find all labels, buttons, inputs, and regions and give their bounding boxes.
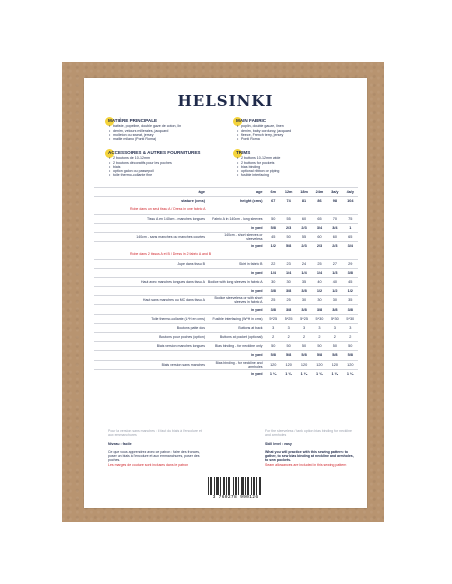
- row-value: 3/8: [332, 307, 338, 312]
- table-row: [94, 342, 358, 351]
- fr-main-item: • maille milano (Ponti Roma): [113, 137, 181, 141]
- fr-acc-item: • 2 boutons décoratifs pour les poches: [113, 161, 200, 165]
- barcode-bar: [259, 477, 260, 495]
- row-value: 120: [285, 362, 292, 367]
- row-fr-label: Jupe dans tissu B: [177, 261, 205, 266]
- row-value: 3/8: [316, 307, 323, 312]
- header-value: 74: [286, 199, 291, 204]
- row-fr-label: Boutons pour poches (option): [159, 335, 205, 340]
- row-en-label: in yard: [251, 307, 263, 312]
- row-value: 2: [302, 335, 306, 340]
- row-value: 5*30: [315, 316, 324, 321]
- row-value: 27: [332, 261, 337, 266]
- row-value: 3/8: [286, 307, 292, 312]
- row-fr-label: Tissu A en 140cm - manches longues: [146, 216, 205, 221]
- en-main-item: • poplin, double gauze, linen: [241, 124, 291, 128]
- header-value: 3a/y: [331, 190, 339, 195]
- fr-main-list: [108, 124, 181, 141]
- row-value: 1 ³⁄₈: [331, 371, 339, 376]
- row-value: 3: [287, 325, 290, 330]
- row-value: 30: [301, 298, 307, 303]
- barcode-bar: [217, 477, 218, 495]
- row-value: 60: [317, 235, 322, 240]
- barcode-bar: [216, 477, 217, 495]
- row-value: 40: [317, 279, 322, 284]
- row-en-label: in yard: [251, 353, 263, 358]
- barcode-bar: [226, 477, 227, 495]
- en-level: Skill level : easy: [265, 441, 292, 446]
- fr-acc-item: • toile thermo-collante fine: [113, 173, 200, 177]
- row-value: 25: [286, 298, 291, 303]
- header-value: 98: [332, 199, 337, 204]
- row-value: 24: [301, 261, 307, 266]
- row-value: 120: [347, 362, 354, 367]
- table-row: [94, 305, 358, 314]
- row-value: 1/2: [347, 289, 353, 294]
- row-value: 50: [286, 235, 291, 240]
- row-value: 5/8: [301, 353, 307, 358]
- row-en-label: in yard: [251, 270, 263, 275]
- en-main-item: • fleece, French terry, jersey: [241, 133, 291, 137]
- section-row: [94, 205, 358, 214]
- barcode-bar: [248, 477, 249, 495]
- en-trims-item: • 2 buttons for pockets: [241, 161, 280, 165]
- row-value: 55: [301, 235, 307, 240]
- row-value: 1 ³⁄₈: [346, 371, 354, 376]
- row-value: 2: [287, 335, 290, 340]
- row-en-label: Bodice with long sleeves in fabric A: [207, 279, 263, 284]
- barcode-bar: [251, 477, 252, 495]
- row-value: 3/8: [301, 307, 307, 312]
- en-trims-item: • bias binding: [241, 165, 280, 169]
- row-fr-label: [94, 369, 207, 378]
- row-value: 3/8: [270, 307, 276, 312]
- row-fr-label: Haut avec manches longues dans tissu A: [140, 279, 205, 284]
- fr-main-heading: MATIÈRE PRINCIPALE: [108, 118, 158, 123]
- row-value: 25: [317, 261, 322, 266]
- row-value: 75: [348, 216, 353, 221]
- row-value: 3/8: [347, 270, 353, 275]
- row-value: 23: [286, 261, 291, 266]
- table-row: [94, 351, 358, 360]
- row-fr-label: Boutons patte dos: [176, 325, 205, 330]
- row-value: 2/3: [301, 225, 307, 230]
- row-value: 5/8: [316, 353, 323, 358]
- en-trims-item: • 2 buttons 10-12mm wide: [241, 156, 280, 160]
- barcode-bar: [229, 477, 230, 495]
- row-value: 1/2: [270, 244, 276, 249]
- table-row: [94, 223, 358, 232]
- row-value: 30: [286, 279, 291, 284]
- row-en-label: 140cm - short sleeves or sleeveless: [224, 233, 263, 242]
- barcode-bar: [214, 477, 215, 495]
- row-en-label: Buttons at back: [238, 325, 263, 330]
- barcode-bar: [253, 477, 254, 495]
- row-value: 1/4: [286, 270, 292, 275]
- header-value: 86: [317, 199, 322, 204]
- en-trims: [236, 151, 280, 178]
- header-en-label: age: [255, 190, 263, 195]
- row-value: 2: [349, 335, 352, 340]
- section-label: Robe dans un seul tissu A / Dress in one fabric A: [130, 207, 206, 212]
- fr-main-item: • molleton ou sweat, jersey: [113, 133, 181, 137]
- row-value: 3: [272, 325, 275, 330]
- row-value: 3: [318, 325, 321, 330]
- row-value: 65: [348, 235, 353, 240]
- barcode-bar: [243, 477, 244, 495]
- header-value: 18m: [300, 190, 308, 195]
- row-value: 50: [286, 344, 291, 349]
- barcode-bar: [228, 477, 229, 495]
- row-value: 1 ³⁄₈: [316, 371, 323, 376]
- row-value: 1/2: [332, 289, 338, 294]
- barcode-bar: [238, 477, 239, 495]
- row-value: 70: [332, 216, 337, 221]
- row-fr-label: Haut sans manches ou MC dans tissu A: [142, 298, 205, 303]
- en-trims-item: • optional ribbon or piping: [241, 169, 280, 173]
- row-value: 30: [271, 279, 276, 284]
- fr-acc-item: • biais: [113, 165, 200, 169]
- row-value: 50: [301, 344, 307, 349]
- table-row: [94, 296, 358, 305]
- header-value: 12m: [284, 190, 293, 195]
- row-value: 5/8: [332, 353, 338, 358]
- row-value: 30: [332, 298, 337, 303]
- barcode-bar: [236, 477, 237, 495]
- row-value: 50: [271, 344, 276, 349]
- row-value: 45: [348, 279, 353, 284]
- barcode-bar: [235, 477, 236, 495]
- row-value: 50: [348, 344, 353, 349]
- row-en-label: Skirt in fabric B: [238, 261, 263, 266]
- section-label: Robe dans 2 tissus A et B / Dress in 2 fabric A and B: [130, 252, 212, 257]
- row-value: 50: [271, 216, 276, 221]
- header-height-row: [94, 197, 358, 206]
- fr-acc-item: • 2 boutons de 10-12mm: [113, 156, 200, 160]
- row-value: 5/8: [270, 353, 276, 358]
- row-value: 2/3: [316, 244, 323, 249]
- en-sleeveless-note: For the sleeveless / tank option bias binding for neckline and armholes: [265, 429, 352, 438]
- row-fr-label: [94, 242, 207, 251]
- header-value: 67: [271, 199, 276, 204]
- barcode-bar: [233, 477, 234, 495]
- row-fr-label: [94, 287, 207, 296]
- barcode-bar: [254, 477, 255, 495]
- table-row: [94, 323, 358, 332]
- table-row: [94, 287, 358, 296]
- row-value: 65: [317, 216, 322, 221]
- row-value: 3/8: [347, 307, 353, 312]
- row-value: 2/3: [332, 244, 338, 249]
- table-row: [94, 259, 358, 268]
- row-value: 35: [301, 279, 307, 284]
- row-value: 1/4: [301, 270, 307, 275]
- row-en-label: Bias binding - for neckline and armholes: [215, 360, 263, 369]
- table-body: [94, 188, 358, 378]
- row-value: 5*25: [269, 316, 278, 321]
- row-value: 120: [300, 362, 308, 367]
- table-row: [94, 268, 358, 277]
- en-trims-heading: TRIMS: [236, 150, 251, 155]
- row-fr-label: Biais version sans manches: [161, 362, 205, 367]
- barcode-digits: 3 760278 990126: [212, 495, 259, 500]
- en-main-list: [236, 124, 291, 141]
- row-en-label: in yard: [251, 244, 263, 249]
- row-value: 1 ³⁄₈: [300, 371, 308, 376]
- row-value: 1/2: [316, 289, 323, 294]
- row-en-label: Bodice sleeveless or with short sleeves in fabric A: [214, 296, 263, 305]
- row-value: 3/4: [332, 225, 338, 230]
- row-value: 3: [349, 325, 352, 330]
- header-fr-label: âge: [198, 190, 205, 195]
- header-fr-label: stature (cms): [181, 199, 205, 204]
- row-value: 40: [332, 279, 337, 284]
- row-value: 2: [272, 335, 275, 340]
- barcode-bar: [247, 477, 248, 495]
- en-main-heading: MAIN FABRIC: [236, 118, 267, 123]
- row-value: 45: [271, 235, 276, 240]
- fr-learn-text: Ce que vous apprendrez avec ce patron : faire des fronces, poser un biais à l'encolure et aux emmanchures, poser des poches.: [108, 449, 201, 463]
- row-value: 1 ³⁄₈: [269, 371, 277, 376]
- row-fr-label: 140cm - sans manches ou manches courtes: [136, 235, 205, 240]
- row-fr-label: Toile thermo-collante (L*H en cms): [151, 316, 205, 321]
- row-en-label: Fabric A in 140cm - long sleeves: [212, 216, 263, 221]
- en-main-item: • denim, baby corduroy, jacquard: [241, 129, 291, 133]
- barcode-bar: [241, 477, 242, 495]
- row-value: 5*30: [330, 316, 339, 321]
- header-value: 24m: [315, 190, 324, 195]
- row-fr-label: [94, 268, 207, 277]
- row-value: 120: [316, 362, 323, 367]
- header-en-label: height (cms): [239, 199, 263, 204]
- row-value: 1/4: [316, 270, 323, 275]
- row-value: 120: [331, 362, 339, 367]
- fr-accessories: [108, 151, 200, 178]
- row-value: 2: [318, 335, 321, 340]
- row-fr-label: [94, 305, 207, 314]
- row-value: 3/8: [286, 289, 292, 294]
- row-value: 25: [271, 298, 276, 303]
- fr-acc-item: • option galon ou passepoil: [113, 169, 200, 173]
- table-row: [94, 232, 358, 241]
- row-value: 29: [348, 261, 353, 266]
- fr-acc-heading: ACCESSOIRES & AUTRES FOURNITURES: [108, 150, 201, 155]
- table-row: [94, 242, 358, 251]
- barcode-bar: [211, 477, 212, 495]
- header-value: 104: [347, 199, 354, 204]
- pattern-title: HELSINKI: [177, 92, 274, 110]
- row-value: 1: [349, 225, 352, 230]
- row-value: 1/4: [270, 270, 276, 275]
- fr-sleeveless-note: Pour la version sans manches : il faut du biais à l'encolure et aux emmanchures: [108, 429, 202, 438]
- en-trims-item: • fusible interfacing: [241, 173, 280, 177]
- row-fr-label: [94, 223, 207, 232]
- row-value: 2/3: [286, 225, 292, 230]
- barcode-bar: [260, 477, 261, 495]
- barcode-bar: [218, 477, 219, 495]
- bottom-notes-fr: [108, 429, 202, 467]
- table-row: [94, 369, 358, 378]
- fr-margins: Les marges de couture sont incluses dans le patron: [108, 462, 189, 467]
- bottom-notes-en: [265, 429, 357, 467]
- row-en-label: in yard: [251, 225, 263, 230]
- row-value: 3: [302, 325, 306, 330]
- table-row: [94, 214, 358, 223]
- barcode-bar: [256, 477, 257, 495]
- header-value: 6m: [270, 190, 276, 195]
- section-row: [94, 250, 358, 259]
- row-value: 120: [270, 362, 277, 367]
- row-value: 3/4: [316, 225, 323, 230]
- row-value: 2/3: [301, 244, 307, 249]
- header-value: 4a/y: [346, 190, 354, 195]
- row-value: 2: [333, 335, 336, 340]
- row-value: 3/8: [301, 289, 307, 294]
- row-en-label: Bias binding - for neckline only: [215, 344, 263, 349]
- en-learn: What you will practice with this sewing pattern: to gather, to sew bias binding at neckline and armholes, to sew pockets.: [265, 449, 354, 463]
- barcode-bar: [224, 477, 225, 495]
- row-value: 3/8: [270, 289, 276, 294]
- pattern-info-sheet: [84, 78, 367, 508]
- row-en-label: in yard: [251, 371, 263, 376]
- row-value: 60: [332, 235, 337, 240]
- barcode-bar: [223, 477, 224, 495]
- row-value: 60: [301, 216, 307, 221]
- barcode-bar: [245, 477, 246, 495]
- row-en-label: Buttons at pocket (optional): [219, 335, 263, 340]
- table-row: [94, 314, 358, 323]
- row-fr-label: Biais version manches longues: [156, 344, 205, 349]
- header-age-row: [94, 188, 358, 197]
- table-row: [94, 360, 358, 369]
- row-value: 5/8: [286, 353, 292, 358]
- fabric-requirements-table: [94, 187, 358, 378]
- en-margins: Seam allowances are included in this sewing pattern: [265, 462, 347, 467]
- row-value: 1/3: [332, 270, 338, 275]
- row-value: 5*30: [346, 316, 355, 321]
- fr-acc-list: [108, 156, 200, 177]
- row-value: 35: [348, 298, 353, 303]
- barcode-icon: [207, 477, 264, 495]
- row-value: 5/8: [347, 353, 353, 358]
- row-value: 3: [333, 325, 336, 330]
- fr-level: Niveau : facile: [108, 441, 132, 446]
- fr-main-fabric: [108, 119, 181, 141]
- table-row: [94, 277, 358, 286]
- barcode-bar: [210, 477, 211, 495]
- header-value: 81: [301, 199, 307, 204]
- table-row: [94, 333, 358, 342]
- en-main-item: • Ponti Roma: [241, 137, 291, 141]
- row-value: 3/4: [347, 244, 353, 249]
- fr-main-item: • denim, velours milleraies, jacquard: [113, 129, 181, 133]
- en-trims-list: [236, 156, 280, 177]
- row-value: 30: [317, 298, 322, 303]
- barcode-bar: [208, 477, 209, 495]
- row-value: 55: [286, 216, 291, 221]
- barcode: [207, 477, 264, 503]
- row-en-label: in yard: [251, 289, 263, 294]
- fr-main-item: • batiste, popeline, double gaze de coton, lin: [113, 124, 181, 128]
- row-value: 5/8: [270, 225, 276, 230]
- fr-learn: [108, 450, 202, 463]
- row-value: 50: [317, 344, 322, 349]
- row-value: 5*25: [300, 316, 308, 321]
- row-value: 5/8: [286, 244, 292, 249]
- en-main-fabric: [236, 119, 291, 141]
- row-en-label: Fusible interfacing (W*H in cms): [212, 316, 263, 321]
- row-value: 5*25: [284, 316, 293, 321]
- row-fr-label: [94, 351, 207, 360]
- row-value: 22: [271, 261, 276, 266]
- row-value: 50: [332, 344, 337, 349]
- barcode-bar: [242, 477, 243, 495]
- barcode-bar: [220, 477, 221, 495]
- row-value: 1 ³⁄₈: [285, 371, 293, 376]
